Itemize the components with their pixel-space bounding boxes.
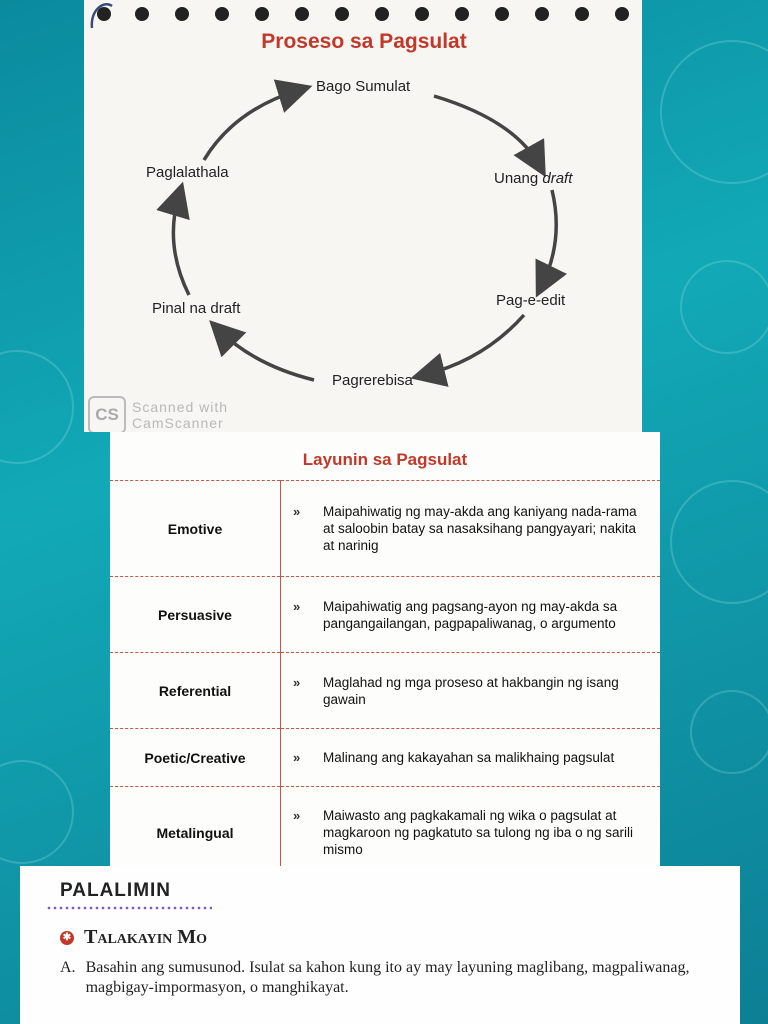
step-bago-sumulat: Bago Sumulat: [316, 78, 411, 95]
category-cell: Emotive: [110, 481, 281, 577]
chevron-icon: »: [293, 504, 301, 519]
decorative-swirl: [660, 40, 768, 184]
scanner-line-1: Scanned with: [132, 399, 229, 415]
decorative-swirl: [0, 350, 74, 464]
writing-purpose-panel: [110, 432, 660, 866]
description-text: Maglahad ng mga proseso at hakbangin ng isang gawain: [323, 674, 619, 707]
category-cell: Metalingual: [110, 787, 281, 867]
process-title: Proseso sa Pagsulat: [261, 30, 467, 53]
instruction-text: Basahin ang sumusunod. Isulat sa kahon kung ito ay may layuning maglibang, magpaliwanag, magbigay-impormasyon, o manghikayat.: [85, 959, 690, 996]
process-cycle-diagram: [84, 0, 642, 432]
dotted-underline: [46, 906, 212, 910]
description-cell: [281, 577, 661, 653]
table-row: [110, 577, 660, 653]
decorative-swirl: [680, 260, 768, 354]
step-unang-draft: [494, 170, 572, 187]
description-text: Maiwasto ang pagkakamali ng wika o pagsulat at magkaroon ng pagkatuto sa tulong ng iba o ng sarili mismo: [323, 808, 633, 857]
description-text: Malinang ang kakayahan sa malikhaing pagsulat: [323, 750, 615, 765]
category-cell: Persuasive: [110, 577, 281, 653]
table-row: [110, 787, 660, 867]
step-pinal-na-draft: Pinal na draft: [152, 300, 241, 317]
item-letter: A.: [60, 959, 76, 976]
description-cell: [281, 729, 661, 787]
purpose-title: Layunin sa Pagsulat: [302, 450, 468, 469]
step-unang-label: Unang: [494, 170, 543, 187]
chevron-icon: »: [293, 808, 301, 823]
decorative-swirl: [690, 690, 768, 774]
purpose-table: [110, 480, 660, 866]
star-badge-icon: ✱: [60, 931, 74, 945]
description-text: Maipahiwatig ang pagsang-ayon ng may-akda sa pangangailangan, pagpapaliwanag, o argumento: [323, 598, 618, 631]
description-cell: [281, 787, 661, 867]
palalimin-heading: PALALIMIN: [60, 880, 172, 901]
camscanner-watermark: [88, 396, 228, 432]
step-paglalathala: Paglalathala: [146, 164, 229, 181]
camscanner-text: [132, 399, 228, 431]
scanner-line-2: CamScanner: [132, 415, 224, 431]
table-row: [110, 481, 660, 577]
chevron-icon: »: [293, 674, 301, 690]
step-pagrerebisa: Pagrerebisa: [332, 372, 413, 389]
step-pag-e-edit: Pag-e-edit: [496, 292, 566, 309]
description-text: Maipahiwatig ng may-akda ang kaniyang nada-rama at saloobin batay sa nasaksihang pangyayari; nakita at narinig: [323, 504, 637, 553]
category-cell: Poetic/Creative: [110, 729, 281, 787]
palalimin-panel: [20, 866, 740, 1024]
table-row: [110, 729, 660, 787]
decorative-swirl: [670, 480, 768, 604]
decorative-swirl: [0, 760, 74, 864]
talakayin-heading: [60, 926, 207, 949]
instruction-item: [60, 958, 720, 998]
camscanner-logo: CS: [88, 396, 126, 432]
chevron-icon: »: [293, 750, 301, 765]
step-draft-label: draft: [542, 170, 573, 187]
category-cell: Referential: [110, 653, 281, 729]
table-row: [110, 653, 660, 729]
talakayin-label: Talakayin Mo: [84, 926, 208, 948]
chevron-icon: »: [293, 598, 301, 614]
description-cell: [281, 653, 661, 729]
description-cell: [281, 481, 661, 577]
writing-process-panel: [84, 0, 642, 432]
